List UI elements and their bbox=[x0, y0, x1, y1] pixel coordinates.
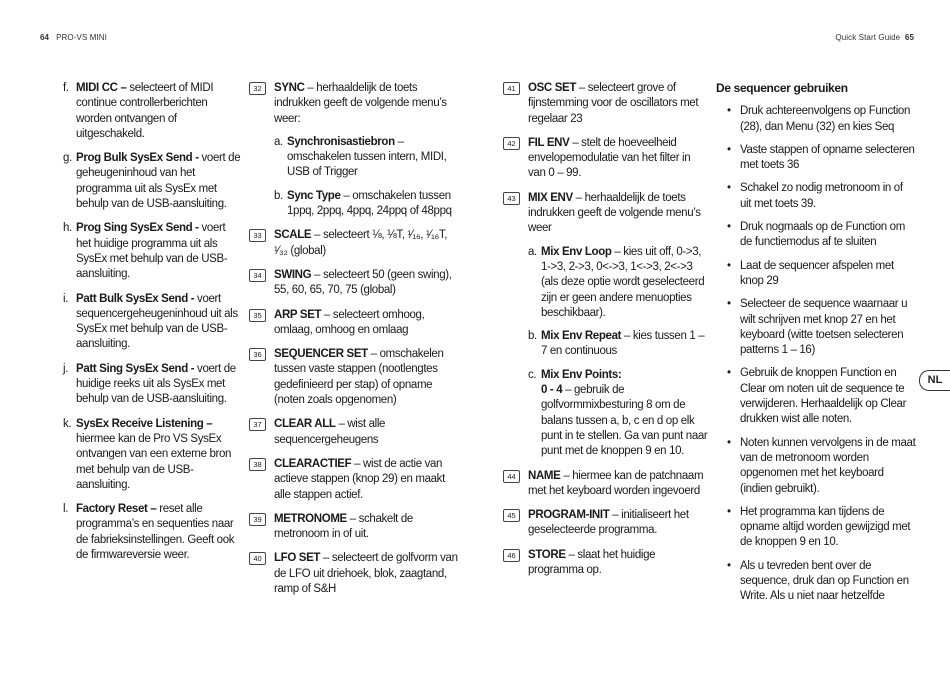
function-item bbox=[503, 469, 708, 500]
sub-description: – kies tussen 1 – 7 en continuous bbox=[541, 330, 705, 358]
item-letter: l. bbox=[63, 503, 69, 516]
sub-option-item bbox=[274, 189, 459, 220]
column-1-menu-options bbox=[63, 81, 241, 572]
item-number-badge: 42 bbox=[503, 137, 520, 150]
item-number-badge: 41 bbox=[503, 82, 520, 95]
instruction-bullet bbox=[716, 181, 916, 212]
sub-option-item bbox=[528, 368, 708, 460]
function-item bbox=[503, 81, 708, 127]
instruction-bullet bbox=[716, 505, 916, 551]
item-term: NAME bbox=[528, 469, 561, 482]
bullet-text: Laat de sequencer afspelen met knop 29 bbox=[740, 259, 894, 287]
item-term: MIDI CC – bbox=[76, 82, 127, 94]
item-term: STORE bbox=[528, 548, 566, 561]
bullet-text: Vaste stappen of opname selecteren met toets 36 bbox=[740, 143, 915, 172]
item-number-badge: 40 bbox=[249, 552, 266, 565]
item-letter: i. bbox=[63, 292, 69, 305]
column-3-function-list bbox=[503, 81, 708, 587]
sub-term: Synchronisastiebron bbox=[287, 135, 395, 148]
left-page-title: PRO-VS MINI bbox=[56, 33, 107, 42]
item-term: CLEARACTIEF bbox=[274, 457, 352, 470]
sub-letter: b. bbox=[274, 189, 283, 202]
right-page-title: Quick Start Guide bbox=[835, 33, 901, 42]
item-description: selecteert of MIDI continue controllerberichten worden ontvangen of uitgeschakeld. bbox=[76, 82, 214, 140]
item-letter: g. bbox=[63, 152, 72, 165]
item-number-badge: 38 bbox=[249, 458, 266, 471]
item-number-badge: 46 bbox=[503, 549, 520, 562]
bullet-text: Druk achtereenvolgens op Function (28), dan Menu (32) en kies Seq bbox=[740, 105, 911, 133]
menu-option-item bbox=[63, 417, 241, 493]
sub-letter: c. bbox=[528, 368, 537, 381]
sub-term: Mix Env Points: bbox=[541, 368, 622, 381]
item-description: – hiermee kan de patchnaam met het keyboard worden ingevoerd bbox=[528, 469, 704, 497]
item-letter: f. bbox=[63, 82, 69, 94]
item-description: – herhaaldelijk de toets indrukken geeft de volgende menu’s weer bbox=[528, 191, 701, 235]
sub-option-item bbox=[528, 329, 708, 360]
item-description: – omschakelen tussen vaste stappen (nootlengtes gedefinieerd per stap) of opname (noten zoals opgenomen) bbox=[274, 348, 444, 407]
bullet-text: Als u tevreden bent over de sequence, druk dan op Function en Write. Als u niet naar hetzelfde bbox=[740, 559, 909, 603]
item-term: Prog Bulk SysEx Send - bbox=[76, 152, 199, 165]
bullet-mark: • bbox=[727, 298, 731, 311]
bullet-text: Noten kunnen vervolgens in de maat van de metronoom worden opgenomen met het keyboard (indien gebruikt). bbox=[740, 436, 916, 495]
item-description: reset alle programma’s en sequenties naar de fabrieksinstellingen. Geeft ook de firmwareversie weer. bbox=[76, 503, 235, 562]
bullet-mark: • bbox=[727, 143, 731, 156]
sub-description: – gebruik de golfvormmixbesturing 8 om de balans tussen a, b, c en d op elk punt in te stellen. Ga van punt naar punt met de knoppen 9 en 10. bbox=[541, 384, 708, 458]
item-number-badge: 34 bbox=[249, 269, 266, 282]
instruction-bullet bbox=[716, 220, 916, 251]
item-letter: k. bbox=[63, 417, 72, 430]
item-description: – stelt de hoeveelheid envelopemodulatie van het filter in van 0 – 99. bbox=[528, 136, 691, 180]
column-4-sequencer-instructions bbox=[716, 81, 916, 613]
item-number-badge: 35 bbox=[249, 309, 266, 322]
instruction-bullet bbox=[716, 143, 916, 174]
item-number-badge: 45 bbox=[503, 509, 520, 522]
item-description: – wist alle sequencergeheugens bbox=[274, 418, 386, 446]
menu-option-item bbox=[63, 81, 241, 142]
item-letter: h. bbox=[63, 222, 72, 235]
item-term: LFO SET bbox=[274, 552, 321, 565]
bullet-text: Schakel zo nodig metronoom in of uit met toets 39. bbox=[740, 182, 903, 210]
menu-option-item bbox=[63, 221, 241, 282]
sub-letter: b. bbox=[528, 330, 537, 343]
instruction-bullet bbox=[716, 436, 916, 497]
item-letter: j. bbox=[63, 362, 69, 375]
item-description: – selecteert omhoog, omlaag, omhoog en omlaag bbox=[274, 308, 425, 336]
function-item bbox=[249, 81, 459, 219]
item-number-badge: 36 bbox=[249, 348, 266, 361]
left-page-header bbox=[40, 33, 107, 42]
item-term: Patt Bulk SysEx Send - bbox=[76, 292, 195, 305]
function-item bbox=[503, 508, 708, 539]
item-term: CLEAR ALL bbox=[274, 418, 336, 431]
sub-letter: a. bbox=[528, 245, 537, 258]
bullet-mark: • bbox=[727, 182, 731, 195]
sub-term-range: 0 - 4 bbox=[541, 384, 563, 397]
instruction-bullet bbox=[716, 297, 916, 358]
sub-term: Sync Type bbox=[287, 189, 341, 202]
item-description: – selecteert ⅛, ⅛T, ¹⁄₁₆, ¹⁄₁₆T, ¹⁄₃₂ (global) bbox=[274, 229, 448, 257]
item-description: – schakelt de metronoom in of uit. bbox=[274, 512, 413, 541]
item-term: MIX ENV bbox=[528, 191, 573, 204]
function-item bbox=[249, 308, 459, 339]
bullet-mark: • bbox=[727, 559, 731, 572]
sub-description: – omschakelen tussen intern, MIDI, USB of Trigger bbox=[287, 135, 447, 179]
item-description: – slaat het huidige programma op. bbox=[528, 548, 656, 577]
language-tab: NL bbox=[919, 370, 950, 391]
item-number-badge: 37 bbox=[249, 418, 266, 431]
right-page-number: 65 bbox=[904, 33, 914, 42]
bullet-mark: • bbox=[727, 436, 731, 449]
bullet-text: Het programma kan tijdens de opname altijd worden gewijzigd met de knoppen 9 en 10. bbox=[740, 505, 911, 549]
item-description: – selecteert grove of fijnstemming voor de oscillators met regelaar 23 bbox=[528, 82, 699, 125]
instruction-bullet bbox=[716, 104, 916, 135]
sub-option-item bbox=[274, 135, 459, 181]
sub-term: Mix Env Repeat bbox=[541, 330, 622, 343]
item-description: hiermee kan de Pro VS SysEx ontvangen van een externe bron met behulp van de USB-aansluiting. bbox=[76, 432, 232, 491]
menu-option-item bbox=[63, 362, 241, 408]
sub-description: – omschakelen tussen 1ppq, 2ppq, 4ppq, 24ppq of 48ppq bbox=[287, 189, 452, 218]
item-number-badge: 44 bbox=[503, 470, 520, 483]
item-term: SEQUENCER SET bbox=[274, 348, 368, 361]
item-description: voert sequencergeheugeninhoud uit als SysEx met behulp van de USB-aansluiting. bbox=[76, 292, 238, 351]
section-title: De sequencer gebruiken bbox=[716, 81, 848, 95]
item-term: PROGRAM-INIT bbox=[528, 509, 610, 522]
bullet-text: Druk nogmaals op de Function om de functiemodus af te sluiten bbox=[740, 221, 905, 249]
sub-option-item bbox=[528, 245, 708, 321]
menu-option-item bbox=[63, 292, 241, 353]
bullet-text: Gebruik de knoppen Function en Clear om noten uit de sequence te verwijderen. Herhaaldelijk op Clear drukken wist alle noten. bbox=[740, 367, 907, 426]
sub-description: – kies uit off, 0->3, 1->3, 2->3, 0<->3, 1<->3, 2<->3 (als deze optie wordt geselecteerd zijn er geen andere menuopties beschikbaar). bbox=[541, 245, 705, 319]
item-number-badge: 33 bbox=[249, 229, 266, 242]
item-term: Patt Sing SysEx Send - bbox=[76, 362, 195, 375]
instruction-bullet bbox=[716, 366, 916, 427]
sub-letter: a. bbox=[274, 135, 283, 148]
item-number-badge: 43 bbox=[503, 192, 520, 205]
item-number-badge: 32 bbox=[249, 82, 266, 95]
instruction-bullet bbox=[716, 259, 916, 290]
function-item bbox=[249, 457, 459, 503]
bullet-mark: • bbox=[727, 505, 731, 518]
item-term: SysEx Receive Listening – bbox=[76, 417, 213, 430]
item-term: OSC SET bbox=[528, 82, 577, 94]
bullet-mark: • bbox=[727, 221, 731, 234]
function-item bbox=[249, 551, 459, 597]
item-description: voert de geheugeninhoud van het programma uit als SysEx met behulp van de USB-aansluiting. bbox=[76, 152, 241, 211]
function-item bbox=[249, 512, 459, 543]
instruction-bullet bbox=[716, 559, 916, 605]
function-item bbox=[503, 191, 708, 460]
item-term: METRONOME bbox=[274, 512, 347, 525]
function-item bbox=[249, 268, 459, 299]
item-term: FIL ENV bbox=[528, 136, 570, 149]
bullet-mark: • bbox=[727, 367, 731, 380]
function-item bbox=[249, 417, 459, 448]
item-description: – herhaaldelijk de toets indrukken geeft de volgende menu’s weer: bbox=[274, 82, 447, 125]
function-item bbox=[503, 548, 708, 579]
item-term: ARP SET bbox=[274, 308, 322, 321]
item-description: – initialiseert het geselecteerde programma. bbox=[528, 509, 689, 537]
item-description: – selecteert 50 (geen swing), 55, 60, 65, 70, 75 (global) bbox=[274, 268, 452, 297]
column-2-function-list bbox=[249, 81, 459, 606]
bullet-mark: • bbox=[727, 105, 731, 118]
item-term: Factory Reset – bbox=[76, 503, 157, 516]
sub-term: Mix Env Loop bbox=[541, 245, 612, 258]
item-description: voert de huidige reeks uit als SysEx met behulp van de USB-aansluiting. bbox=[76, 362, 236, 406]
item-number-badge: 39 bbox=[249, 513, 266, 526]
menu-option-item bbox=[63, 151, 241, 212]
function-item bbox=[249, 228, 459, 259]
menu-option-item bbox=[63, 502, 241, 563]
item-description: – selecteert de golfvorm van de LFO uit driehoek, blok, zaagtand, ramp of S&H bbox=[274, 552, 458, 596]
item-description: – wist de actie van actieve stappen (knop 29) en maakt alle stappen actief. bbox=[274, 457, 445, 501]
item-term: SWING bbox=[274, 268, 312, 281]
item-term: SCALE bbox=[274, 229, 312, 242]
bullet-text: Selecteer de sequence waarnaar u wilt schrijven met knop 27 en het keyboard (witte toetsen selecteren patterns 1 – 16) bbox=[740, 298, 908, 357]
item-term: Prog Sing SysEx Send - bbox=[76, 222, 199, 235]
function-item bbox=[249, 347, 459, 408]
right-page-header bbox=[835, 33, 914, 42]
bullet-mark: • bbox=[727, 259, 731, 272]
left-page-number: 64 bbox=[40, 33, 50, 42]
item-term: SYNC bbox=[274, 82, 305, 94]
function-item bbox=[503, 136, 708, 182]
item-description: voert het huidige programma uit als SysEx met behulp van de USB-aansluiting. bbox=[76, 222, 228, 281]
